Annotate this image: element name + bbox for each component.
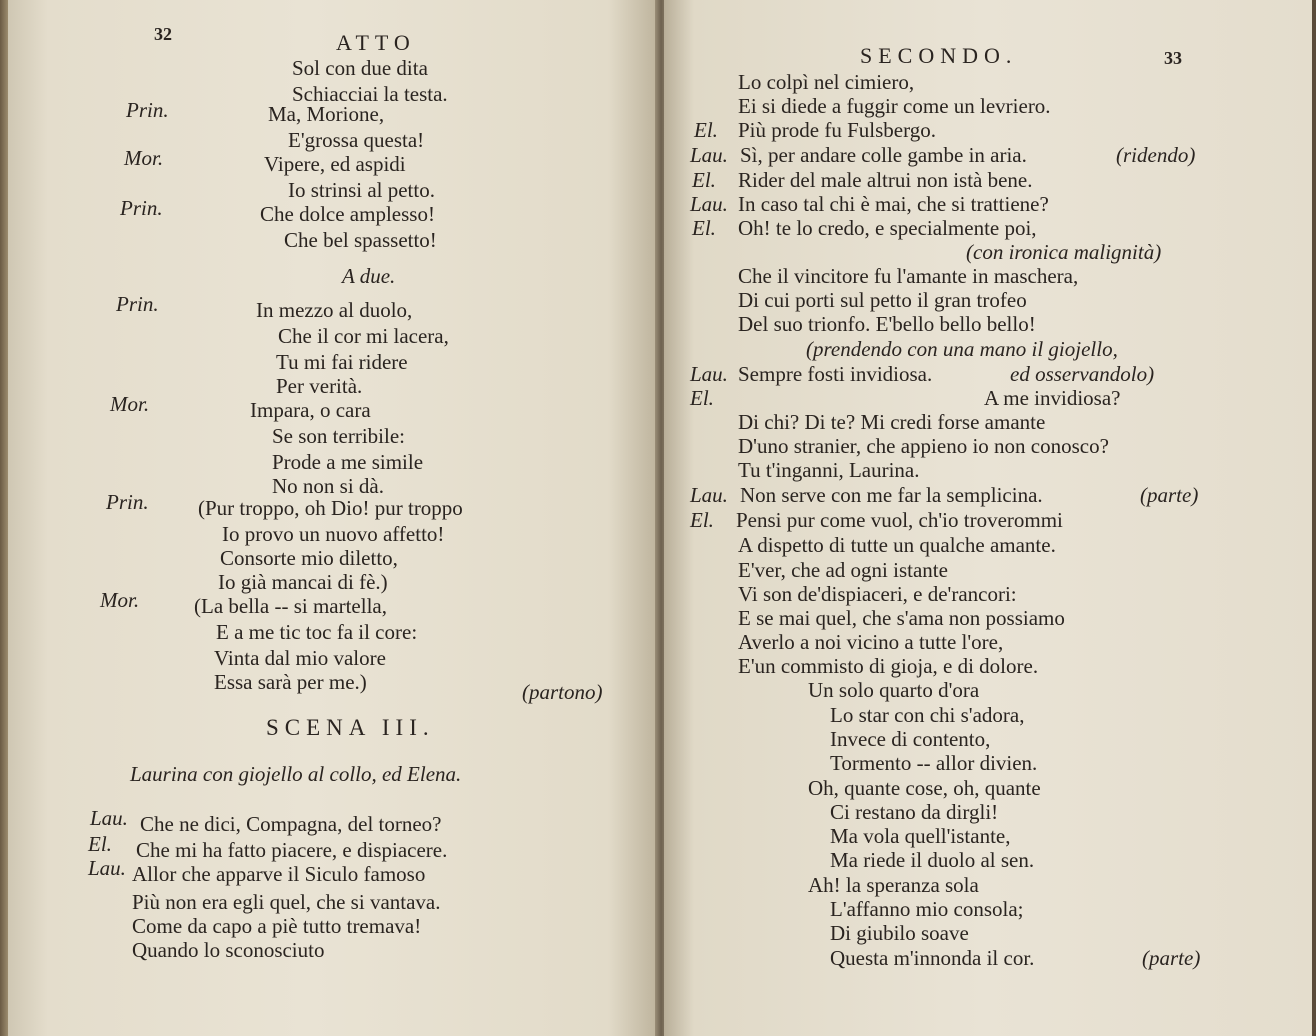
stage-direction: (parte) <box>1142 946 1201 970</box>
verse-line: E'ver, che ad ogni istante <box>738 558 948 582</box>
verse-line: In caso tal chi è mai, che si trattiene? <box>738 192 1049 216</box>
verse-line: Più prode fu Fulsbergo. <box>738 118 936 142</box>
speaker-label: El. <box>692 168 716 192</box>
verse-line: Sempre fosti invidiosa. <box>738 362 933 386</box>
verse-line: A me invidiosa? <box>984 386 1121 410</box>
verse-line: Ma riede il duolo al sen. <box>830 848 1035 872</box>
verse-line: Che il vincitore fu l'amante in maschera, <box>738 264 1079 288</box>
verse-line: Non serve con me far la semplicina. <box>740 483 1043 507</box>
speaker-label: Lau. <box>690 483 728 507</box>
verse-line: Più non era egli quel, che si vantava. <box>132 890 441 914</box>
verse-line: No non si dà. <box>272 474 384 498</box>
verse-line: Tu t'inganni, Laurina. <box>738 458 920 482</box>
verse-line: Averlo a noi vicino a tutte l'ore, <box>738 630 1004 654</box>
speaker-label: Prin. <box>126 98 169 122</box>
speaker-label: Lau. <box>690 192 728 216</box>
stage-direction: (partono) <box>522 680 603 704</box>
running-head: SECONDO. <box>860 43 1018 68</box>
scene-heading: SCENA III. <box>266 715 435 740</box>
verse-line: In mezzo al duolo, <box>256 298 413 322</box>
verse-line: Sol con due dita <box>292 56 428 80</box>
verse-line: Prode a me simile <box>272 450 424 474</box>
verse-line: Essa sarà per me.) <box>214 670 367 694</box>
verse-line: Pensi pur come vuol, ch'io troverommi <box>736 508 1063 532</box>
verse-line: A dispetto di tutte un qualche amante. <box>738 533 1056 557</box>
speaker-label: El. <box>694 118 718 142</box>
left-page <box>8 0 658 1036</box>
verse-line: Per verità. <box>276 374 363 398</box>
speaker-label: Lau. <box>690 143 728 167</box>
verse-line: Ma, Morione, <box>268 102 385 126</box>
verse-line: D'uno stranier, che appieno io non conosco? <box>738 434 1109 458</box>
verse-line: Io provo un nuovo affetto! <box>222 522 445 546</box>
verse-line: Io già mancai di fè.) <box>218 570 388 594</box>
running-head: ATTO <box>336 30 416 55</box>
verse-line: Vi son de'dispiaceri, e de'rancori: <box>738 582 1017 606</box>
verse-line: E a me tic toc fa il core: <box>216 620 418 644</box>
speaker-label: Lau. <box>88 856 126 880</box>
speaker-label: Lau. <box>690 362 728 386</box>
verse-line: Di cui porti sul petto il gran trofeo <box>738 288 1027 312</box>
verse-line: Come da capo a piè tutto tremava! <box>132 914 422 938</box>
speaker-label: Mor. <box>110 392 150 416</box>
verse-line: Ah! la speranza sola <box>808 873 979 897</box>
stage-direction: A due. <box>342 264 396 288</box>
stage-direction: (prendendo con una mano il giojello, <box>806 337 1118 361</box>
verse-line: Impara, o cara <box>250 398 371 422</box>
verse-line: Di chi? Di te? Mi credi forse amante <box>738 410 1046 434</box>
page-number: 33 <box>1164 48 1182 68</box>
verse-line: Quando lo sconosciuto <box>132 938 325 962</box>
stage-direction: (parte) <box>1140 483 1199 507</box>
verse-line: Invece di contento, <box>830 727 991 751</box>
speaker-label: Lau. <box>90 806 128 830</box>
speaker-label: El. <box>692 216 716 240</box>
verse-line: Allor che apparve il Siculo famoso <box>132 862 426 886</box>
verse-line: Vinta dal mio valore <box>214 646 386 670</box>
stage-direction: (ridendo) <box>1116 143 1196 167</box>
verse-line: Vipere, ed aspidi <box>264 152 406 176</box>
speaker-label: El. <box>690 508 714 532</box>
verse-line: Che mi ha fatto piacere, e dispiacere. <box>136 838 448 862</box>
verse-line: Ei si diede a fuggir come un levriero. <box>738 94 1051 118</box>
verse-line: E'grossa questa! <box>288 128 425 152</box>
verse-line: Che il cor mi lacera, <box>278 324 449 348</box>
verse-line: Oh, quante cose, oh, quante <box>808 776 1041 800</box>
verse-line: Lo colpì nel cimiero, <box>738 70 915 94</box>
verse-line: (Pur troppo, oh Dio! pur troppo <box>198 496 463 520</box>
page-number: 32 <box>154 24 172 44</box>
speaker-label: Prin. <box>116 292 159 316</box>
verse-line: Che dolce amplesso! <box>260 202 435 226</box>
verse-line: Di giubilo soave <box>830 921 969 945</box>
verse-line: E se mai quel, che s'ama non possiamo <box>738 606 1065 630</box>
scene-description: Laurina con giojello al collo, ed Elena. <box>130 762 462 786</box>
verse-line: Sì, per andare colle gambe in aria. <box>740 143 1027 167</box>
verse-line: Ma vola quell'istante, <box>830 824 1011 848</box>
verse-line: (La bella -- si martella, <box>194 594 387 618</box>
verse-line: Schiacciai la testa. <box>292 82 448 106</box>
verse-line: Che bel spassetto! <box>284 228 437 252</box>
verse-line: Io strinsi al petto. <box>288 178 435 202</box>
speaker-label: Mor. <box>124 146 164 170</box>
speaker-label: El. <box>88 832 112 856</box>
verse-line: Rider del male altrui non istà bene. <box>738 168 1033 192</box>
verse-line: L'affanno mio consola; <box>830 897 1024 921</box>
verse-line: E'un commisto di gioja, e di dolore. <box>738 654 1039 678</box>
verse-line: Un solo quarto d'ora <box>808 678 980 702</box>
speaker-label: El. <box>690 386 714 410</box>
verse-line: Tormento -- allor divien. <box>830 751 1038 775</box>
verse-line: Oh! te lo credo, e specialmente poi, <box>738 216 1037 240</box>
verse-line: Ci restano da dirgli! <box>830 800 999 824</box>
verse-line: Tu mi fai ridere <box>276 350 408 374</box>
stage-direction: ed osservandolo) <box>1010 362 1155 386</box>
speaker-label: Prin. <box>106 490 149 514</box>
verse-line: Se son terribile: <box>272 424 405 448</box>
verse-line: Del suo trionfo. E'bello bello bello! <box>738 312 1036 336</box>
verse-line: Che ne dici, Compagna, del torneo? <box>140 812 442 836</box>
stage-direction: (con ironica malignità) <box>966 240 1162 264</box>
speaker-label: Mor. <box>100 588 140 612</box>
verse-line: Questa m'innonda il cor. <box>830 946 1035 970</box>
speaker-label: Prin. <box>120 196 163 220</box>
right-page <box>664 0 1312 1036</box>
verse-line: Consorte mio diletto, <box>220 546 398 570</box>
verse-line: Lo star con chi s'adora, <box>830 703 1025 727</box>
